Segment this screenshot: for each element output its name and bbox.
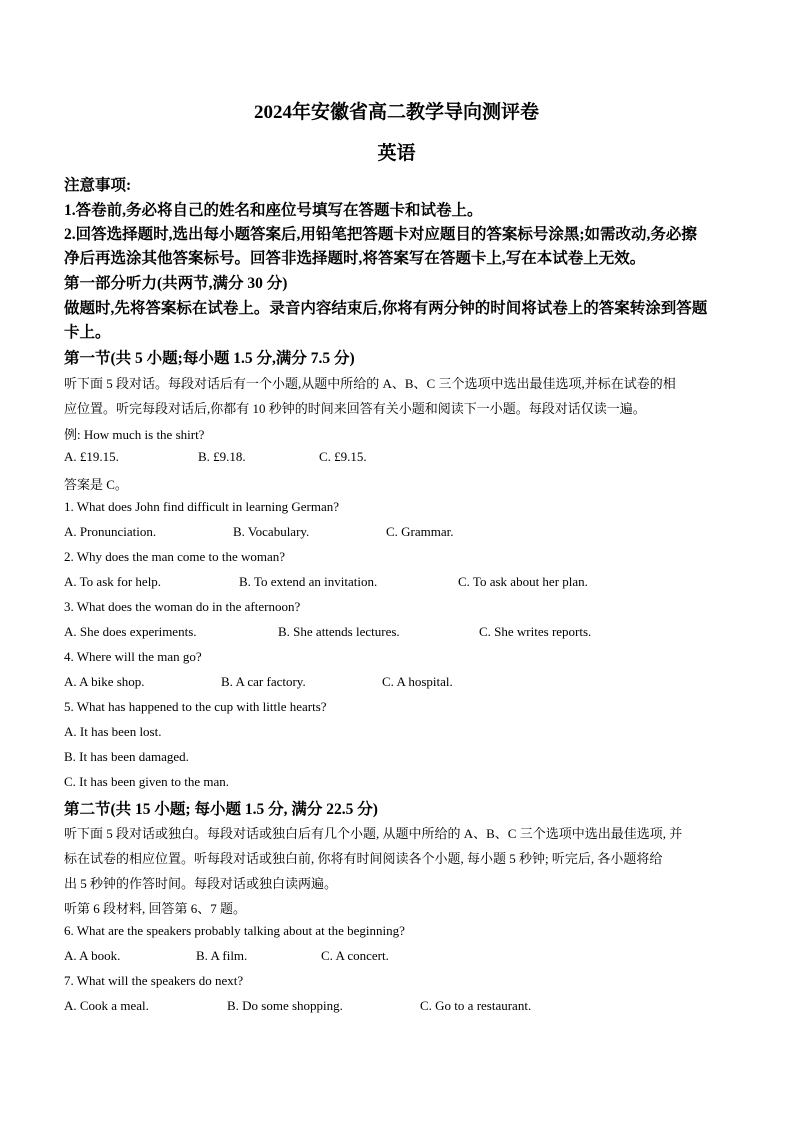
question-4-option-b: B. A car factory. xyxy=(221,674,306,689)
example-option-c: C. £9.15. xyxy=(319,449,367,464)
question-2-option-b: B. To extend an invitation. xyxy=(239,574,378,589)
material-6-note: 听第 6 段材料, 回答第 6、7 题。 xyxy=(64,901,247,916)
question-4-option-c: C. A hospital. xyxy=(382,674,453,689)
part1-heading: 第一部分听力(共两节,满分 30 分) xyxy=(64,275,288,292)
example-option-b: B. £9.18. xyxy=(198,449,246,464)
question-7-option-a: A. Cook a meal. xyxy=(64,998,149,1013)
question-1-option-a: A. Pronunciation. xyxy=(64,524,157,539)
question-1-option-c: C. Grammar. xyxy=(386,524,454,539)
section2-directions-line-3: 出 5 秒钟的作答时间。每段对话或独白读两遍。 xyxy=(64,876,338,891)
example-question: 例: How much is the shirt? xyxy=(64,427,205,442)
section2-heading: 第二节(共 15 小题; 每小题 1.5 分, 满分 22.5 分) xyxy=(64,801,378,818)
question-1-option-b: B. Vocabulary. xyxy=(233,524,310,539)
notice-item-1: 1.答卷前,务必将自己的姓名和座位号填写在答题卡和试卷上。 xyxy=(64,202,483,219)
part1-instruction-line-2: 卡上。 xyxy=(64,324,111,341)
section1-directions-line-1: 听下面 5 段对话。每段对话后有一个小题,从题中所给的 A、B、C 三个选项中选出最佳选项,并标在试卷的相 xyxy=(64,376,676,391)
section2-directions-line-2: 标在试卷的相应位置。听每段对话或独白前, 你将有时间阅读各个小题, 每小题 5 秒钟; 听完后, 各小题将给 xyxy=(64,851,663,866)
notice-item-2-line-1: 2.回答选择题时,选出每小题答案后,用铅笔把答题卡对应题目的答案标号涂黑;如需改动,务必擦 xyxy=(64,226,697,243)
question-5-option-c: C. It has been given to the man. xyxy=(64,774,229,789)
example-answer: 答案是 C。 xyxy=(64,477,128,492)
question-5-option-b: B. It has been damaged. xyxy=(64,749,189,764)
question-7-option-b: B. Do some shopping. xyxy=(227,998,343,1013)
part1-instruction-line-1: 做题时,先将答案标在试卷上。录音内容结束后,你将有两分钟的时间将试卷上的答案转涂到答题 xyxy=(64,300,708,317)
question-5: 5. What has happened to the cup with little hearts? xyxy=(64,699,327,714)
question-7: 7. What will the speakers do next? xyxy=(64,973,244,988)
notice-item-2-line-2: 净后再选涂其他答案标号。回答非选择题时,将答案写在答题卡上,写在本试卷上无效。 xyxy=(64,250,646,267)
question-2-option-a: A. To ask for help. xyxy=(64,574,162,589)
question-3: 3. What does the woman do in the afternoon? xyxy=(64,599,301,614)
question-3-option-a: A. She does experiments. xyxy=(64,624,197,639)
section2-directions-line-1: 听下面 5 段对话或独白。每段对话或独白后有几个小题, 从题中所给的 A、B、C 三个选项中选出最佳选项, 并 xyxy=(64,826,683,841)
question-3-option-b: B. She attends lectures. xyxy=(278,624,400,639)
section1-heading: 第一节(共 5 小题;每小题 1.5 分,满分 7.5 分) xyxy=(64,350,355,367)
question-1: 1. What does John find difficult in learning German? xyxy=(64,499,339,514)
question-4-option-a: A. A bike shop. xyxy=(64,674,145,689)
question-4: 4. Where will the man go? xyxy=(64,649,202,664)
exam-title: 2024年安徽省高二教学导向测评卷 xyxy=(253,102,539,123)
question-6: 6. What are the speakers probably talking about at the beginning? xyxy=(64,923,405,938)
notice-heading: 注意事项: xyxy=(64,177,132,194)
example-option-a: A. £19.15. xyxy=(64,449,119,464)
subject-title: 英语 xyxy=(377,143,416,164)
question-6-option-a: A. A book. xyxy=(64,948,121,963)
question-3-option-c: C. She writes reports. xyxy=(479,624,592,639)
section1-directions-line-2: 应位置。听完每段对话后,你都有 10 秒钟的时间来回答有关小题和阅读下一小题。每段对话仅读一遍。 xyxy=(64,401,646,416)
question-2: 2. Why does the man come to the woman? xyxy=(64,549,286,564)
question-6-option-c: C. A concert. xyxy=(321,948,389,963)
question-6-option-b: B. A film. xyxy=(196,948,248,963)
question-2-option-c: C. To ask about her plan. xyxy=(458,574,588,589)
question-5-option-a: A. It has been lost. xyxy=(64,724,162,739)
question-7-option-c: C. Go to a restaurant. xyxy=(420,998,532,1013)
